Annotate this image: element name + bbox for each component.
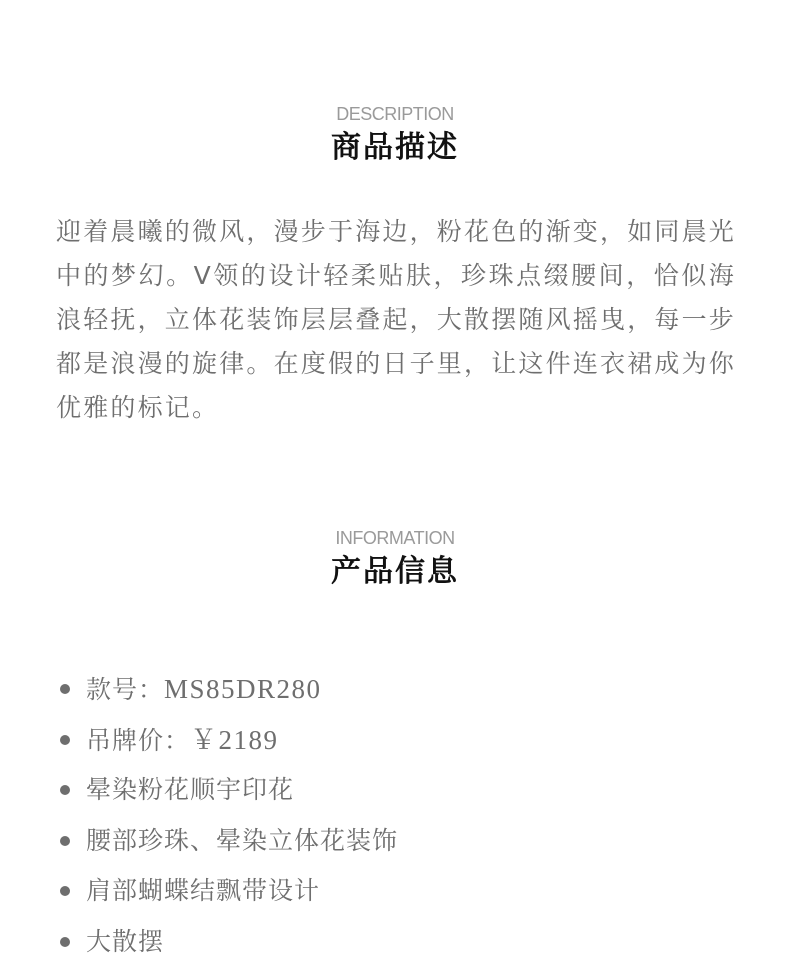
info-value: ￥2189 [190, 724, 279, 755]
info-label: 腰部珍珠、晕染立体花装饰 [86, 825, 399, 855]
bullet-dot-icon [60, 735, 70, 745]
information-en-title: INFORMATION [335, 528, 455, 548]
description-en-title: DESCRIPTION [336, 104, 454, 124]
description-header [0, 104, 790, 166]
info-item-print [58, 765, 398, 816]
information-header [0, 528, 790, 590]
info-label: 款号： [86, 675, 165, 704]
bullet-dot-icon [60, 836, 70, 846]
description-zh-title: 商品描述 [331, 130, 459, 165]
bullet-dot-icon [60, 785, 70, 795]
information-zh-title: 产品信息 [331, 554, 459, 589]
info-value: MS85DR280 [164, 674, 322, 704]
info-label: 大散摆 [86, 926, 165, 956]
bullet-dot-icon [60, 937, 70, 947]
description-body: 迎着晨曦的微风，漫步于海边，粉花色的渐变，如同晨光中的梦幻。V领的设计轻柔贴肤，珍珠点缀腰间，恰似海浪轻抚，立体花装饰层层叠起，大散摆随风摇曳，每一步都是浪漫的旋律。在度假的日子里，让这件连衣裙成为你优雅的标记。 [56, 217, 737, 422]
info-item-hem [58, 917, 398, 968]
info-item-style-number [58, 664, 398, 715]
info-item-shoulder-bow [58, 866, 398, 917]
info-label: 吊牌价： [86, 725, 191, 755]
bullet-dot-icon [60, 886, 70, 896]
info-item-tag-price [58, 715, 398, 766]
product-info-list [58, 664, 398, 968]
info-label: 晕染粉花顺宇印花 [86, 775, 295, 805]
info-item-waist-decoration [58, 816, 398, 867]
info-label: 肩部蝴蝶结飘带设计 [86, 876, 321, 906]
bullet-dot-icon [60, 684, 70, 694]
